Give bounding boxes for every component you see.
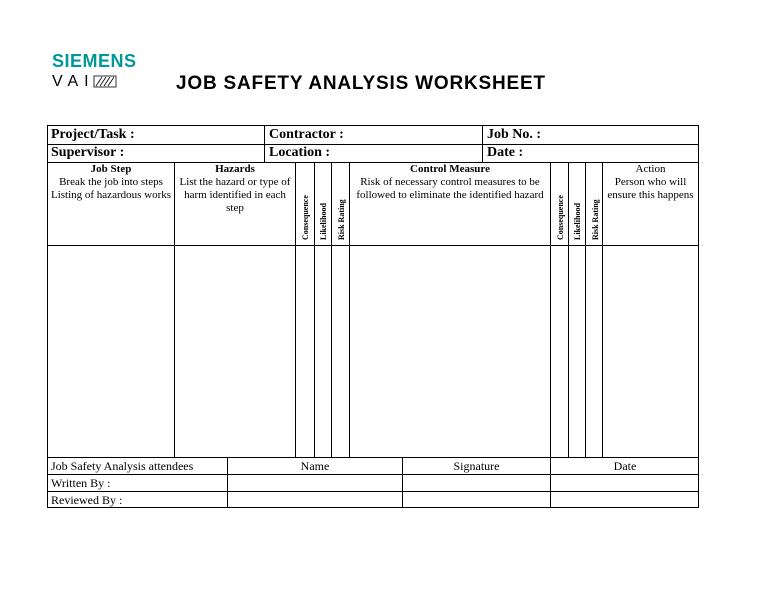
- supervisor-field[interactable]: [167, 144, 263, 162]
- jsa-worksheet-table: [47, 125, 699, 508]
- page-title: JOB SAFETY ANALYSIS WORKSHEET: [176, 73, 546, 94]
- control-measure-description: Risk of necessary control measures to be followed to eliminate the identified hazard: [356, 176, 544, 201]
- job-step-entry-area[interactable]: [48, 246, 174, 457]
- written-by-name-field[interactable]: [228, 475, 402, 491]
- action-description: Person who will ensure this happens: [607, 176, 694, 201]
- contractor-label: Contractor :: [269, 127, 344, 142]
- attendees-label: Job Safety Analysis attendees: [51, 459, 194, 473]
- job-step-header: [49, 163, 173, 202]
- date-column-label: Date: [613, 459, 637, 473]
- job-step-description: Break the job into steps Listing of hazardous works: [50, 176, 172, 201]
- action-title: Action: [635, 163, 666, 175]
- hazards-description: List the hazard or type of harm identified in each step: [179, 176, 291, 214]
- job-step-title: Job Step: [90, 163, 132, 175]
- date-label: Date :: [487, 145, 524, 160]
- reviewed-by-date-field[interactable]: [551, 492, 698, 507]
- siemens-wordmark: SIEMENS: [52, 51, 137, 71]
- likelihood-header-1: Likelihood: [319, 203, 328, 240]
- action-header: [604, 163, 697, 202]
- company-logo: [52, 52, 137, 90]
- reviewed-by-name-field[interactable]: [228, 492, 402, 507]
- likelihood-header-2: Likelihood: [573, 203, 582, 240]
- vai-wordmark: VAI: [52, 73, 95, 90]
- vai-logo-icon: [93, 75, 119, 89]
- written-by-signature-field[interactable]: [403, 475, 550, 491]
- control-measure-entry-area[interactable]: [350, 246, 550, 457]
- name-column-label: Name: [300, 459, 330, 473]
- control-measure-header: [351, 163, 549, 202]
- reviewed-by-label: Reviewed By :: [51, 493, 123, 507]
- consequence-header-1: Consequence: [301, 195, 310, 240]
- contractor-field[interactable]: [367, 126, 481, 144]
- project-task-label: Project/Task :: [51, 127, 135, 142]
- hazards-header: [177, 163, 293, 215]
- written-by-label: Written By :: [51, 476, 111, 490]
- hazards-entry-area[interactable]: [175, 246, 295, 457]
- hazards-title: Hazards: [215, 163, 255, 175]
- job-no-field[interactable]: [557, 126, 697, 144]
- signature-column-label: Signature: [453, 459, 500, 473]
- risk-rating-header-1: Risk Rating: [337, 199, 346, 240]
- supervisor-label: Supervisor :: [51, 145, 125, 160]
- location-label: Location :: [269, 145, 331, 160]
- action-entry-area[interactable]: [603, 246, 698, 457]
- reviewed-by-signature-field[interactable]: [403, 492, 550, 507]
- project-task-field[interactable]: [167, 126, 263, 144]
- date-field[interactable]: [557, 144, 697, 162]
- consequence-header-2: Consequence: [556, 195, 565, 240]
- job-no-label: Job No. :: [487, 127, 542, 142]
- risk-rating-header-2: Risk Rating: [591, 199, 600, 240]
- written-by-date-field[interactable]: [551, 475, 698, 491]
- location-field[interactable]: [367, 144, 481, 162]
- control-measure-title: Control Measure: [410, 163, 490, 175]
